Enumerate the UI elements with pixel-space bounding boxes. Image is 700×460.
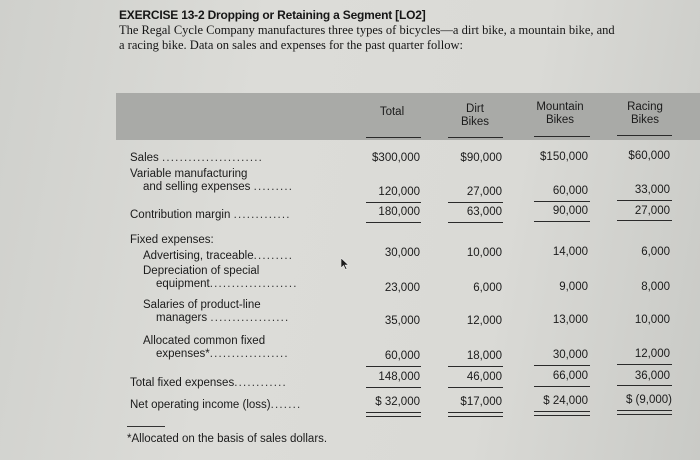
row-label-text: Sales [130,152,159,164]
leader-dots: ......... [253,181,294,193]
column-header-line1: Racing [627,101,663,113]
row-label-text: Total fixed expenses [130,377,235,389]
subtotal-rule [534,365,590,366]
cell-total-fixed-mountain: 66,000 [552,370,588,382]
subtotal-rule [617,220,672,221]
column-header-underline [448,137,503,138]
total-double-rule [534,411,590,416]
cell-net-income-racing: $ (9,000) [625,394,672,406]
column-header-mountain-bikes [528,101,592,127]
row-label-text: Salaries of product-line [143,299,261,311]
leader-dots: ......... [253,250,294,262]
leader-dots: ....... [270,399,302,411]
subtotal-rule [617,385,672,386]
row-label-text: Depreciation of special [143,265,260,277]
subtotal-rule [448,387,503,388]
cell-net-income-total: $ 32,000 [375,396,420,408]
cell-depreciation-total: 23,000 [384,282,420,294]
cell-net-income-dirt: $17,000 [460,396,502,408]
cell-variable-total: 120,000 [378,186,420,198]
subtotal-rule [366,366,421,367]
leader-dots: .................... [209,278,298,290]
cell-advertising-dirt: 10,000 [466,247,502,259]
column-header-line2: Total [379,106,405,118]
subtotal-rule [534,221,590,222]
row-label-sales [130,152,263,165]
row-label-text: expenses* [156,348,210,360]
subtotal-rule [448,202,503,203]
leader-dots: ............ [234,377,287,389]
leader-dots: ............. [233,209,291,221]
total-double-rule [448,412,503,417]
cell-variable-dirt: 27,000 [466,186,502,198]
cell-contribution-dirt: 63,000 [466,206,502,218]
cell-advertising-mountain: 14,000 [552,246,588,258]
cell-salaries-racing: 10,000 [634,314,670,326]
subtotal-rule [448,366,503,367]
row-label-text: Advertising, traceable [143,250,254,262]
mouse-cursor-icon [341,258,349,270]
subtotal-rule [366,202,421,203]
column-header-underline [617,135,672,136]
subtotal-rule [617,200,672,201]
cell-allocated-total: 60,000 [384,350,420,362]
column-header-underline [366,137,421,138]
column-header-racing-bikes [615,101,675,127]
column-header-line2: Bikes [630,114,660,126]
total-double-rule [617,410,672,415]
exercise-description-line-1: The Regal Cycle Company manufactures three types of bicycles—a dirt bike, a mountain bike, and [119,23,615,37]
row-label-text: Allocated common fixed [143,335,266,347]
column-header-line1: Mountain [536,101,584,113]
cell-allocated-mountain: 30,000 [552,349,588,361]
cell-contribution-total: 180,000 [378,206,420,218]
exercise-title: EXERCISE 13-2 Dropping or Retaining a Segment [LO2] [119,8,426,22]
cell-sales-total: $300,000 [372,152,420,164]
subtotal-rule [366,222,421,223]
column-header-total [362,106,422,119]
row-label-text: managers [156,312,208,324]
column-header-line2: Bikes [460,116,490,128]
row-label-text: and selling expenses [143,181,251,193]
cell-total-fixed-total: 148,000 [378,371,420,383]
cell-sales-dirt: $90,000 [460,152,502,164]
cell-variable-racing: 33,000 [634,184,670,196]
cell-variable-mountain: 60,000 [552,185,588,197]
exercise-description-line-2: a racing bike. Data on sales and expenses for the past quarter follow: [119,38,463,52]
row-label-text: Fixed expenses: [130,234,214,246]
cell-total-fixed-dirt: 46,000 [466,371,502,383]
row-label-variable-expenses [130,168,293,194]
leader-dots: ....................... [161,152,264,164]
subtotal-rule [617,364,672,365]
subtotal-rule [534,386,590,387]
cell-allocated-dirt: 18,000 [466,350,502,362]
column-header-line2: Bikes [545,114,575,126]
footnote-rule [127,426,165,427]
exercise-heading [119,8,694,53]
row-label-fixed-expenses [130,234,214,247]
cell-depreciation-racing: 8,000 [641,281,670,293]
row-label-text: Variable manufacturing [130,168,248,180]
row-label-net-operating-income [130,399,301,412]
leader-dots: .................. [209,348,289,360]
cell-sales-mountain: $150,000 [540,151,588,163]
total-double-rule [366,412,421,417]
subtotal-rule [366,387,421,388]
cell-contribution-racing: 27,000 [634,205,670,217]
cell-total-fixed-racing: 36,000 [634,370,670,382]
cell-salaries-total: 35,000 [384,315,420,327]
column-header-underline [534,136,590,137]
row-label-text: equipment [156,278,210,290]
cell-net-income-mountain: $ 24,000 [543,395,588,407]
column-header-dirt-bikes [445,103,505,129]
subtotal-rule [534,201,590,202]
column-header-line1: Dirt [466,103,484,115]
footnote: *Allocated on the basis of sales dollars. [127,433,328,445]
subtotal-rule [448,222,503,223]
cell-sales-racing: $60,000 [628,150,670,162]
row-label-text: Net operating income (loss) [130,399,271,411]
cell-allocated-racing: 12,000 [634,348,670,360]
cell-advertising-racing: 6,000 [641,246,670,258]
row-label-advertising [143,250,293,263]
cell-depreciation-mountain: 9,000 [559,281,588,293]
cell-salaries-dirt: 12,000 [466,315,502,327]
row-label-total-fixed [130,377,287,390]
row-label-contribution-margin [130,209,291,222]
row-label-allocated-common [143,335,289,361]
cell-advertising-total: 30,000 [384,247,420,259]
cell-contribution-mountain: 90,000 [552,205,588,217]
cell-salaries-mountain: 13,000 [552,314,588,326]
row-label-salaries [143,299,289,325]
row-label-text: Contribution margin [130,209,231,221]
leader-dots: .................. [210,312,290,324]
row-label-depreciation [143,265,298,291]
cell-depreciation-dirt: 6,000 [473,282,502,294]
